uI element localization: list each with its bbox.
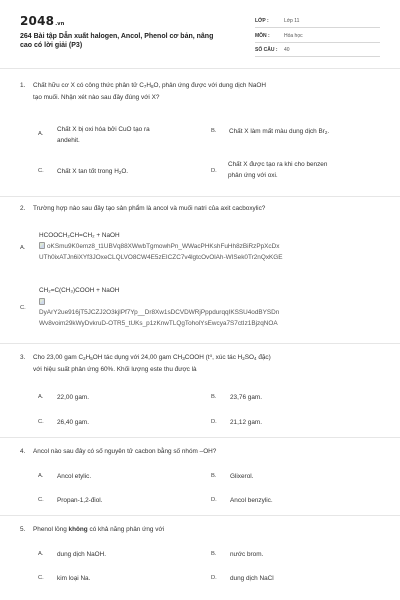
site-logo[interactable] [20,14,65,28]
option-text: Ancol etylic. [57,473,92,480]
option-text: kim loại Na. [57,575,91,582]
option-label: C. [38,575,44,581]
question-text: Chất hữu cơ X có công thức phân tử $C_7H_8O$, phản ứng được với dung dịch NaOH tạo muối. Nhận xét nào sau đây đúng với X? [33,82,266,101]
option-label: A. [38,551,44,557]
question-text: Trường hợp nào sau đây tạo sản phẩm là ancol và muối natri của axit cacboxylic? [33,205,266,212]
meta-grade [255,14,380,28]
worksheet-page: 2048.vn 264 Bài tập Dẫn xuất halogen, Ancol, Phenol cơ bản, nâng cao có lời giải (P3) LỚP : Lớp 11 MÔN : Hóa học SỐ CÂU : 40 1. Chất hữu cơ X có công thức phân tử $C_7H_8O$, phản ứng được với dung dịch NaOH tạo muối. Nhận xét nào sau đây đúng với X? A. Chất X bị oxi hóa bởi CuO tạo ra andehit. B. Chất X làm mất màu dung dịch $Br_2$. C. Chất X tan tốt trong $H_2O$. D. Chất X được tạo ra khi cho benzen phản ứng với oxi. 2. Trường hợp nào sau đây tạo sản phẩm là ancol và muối natri của axit cacboxylic? HCOOCH₂CH=CH₂ + NaOH A. oKSmu9K0emz8_t1UBVq88XWwbTgmowhPn_WWacPHKshFuHh8zBiRzPpXcDx UTh0ixATJn6iXYf3JOxeCLQLVO8CW4E5zEICZC7v4lgtcOvOlAh-WISek0Tr2nQxKGE CH₂=C(CH₃)COOH + NaOH C. DyArY2ue916jT5JCZJ2O3kjlPf7Yp__Dr8Xw1sDCVDWRjPppdurqqIKSSU4odBYSDn Wv8voim29kWyDvkruD-OTR5_tUKs_p1zKnwTLQgToholYsEwcya7S7ctIz1BjzqNOA 3. Cho 23,00 gam $C_2H_5OH$ tác dụng với 24,00 gam $CH_3COOH$ ($t^o$, xúc tác $H_2SO_4$ đặc) với hiệu suất phản ứng 60%. Khối lượng este thu được là A. 22,00 gam. B. 23,76 gam. C. 26,40 gam. D. 21,12 gam. 4. Ancol nào sau đây có số nguyên tử cacbon bằng số nhóm –OH? A. Ancol etylic. B. Glixerol. C. Propan-1,2-điol. D. Ancol benzylic. 5. Phenol lỏng không có khả năng phản ứng với A. dung dịch NaOH. B. nước brom. C. kim loại Na. D. dung dịch NaCl [0,0,400,600]
meta-grade-value: Lớp 11 [284,18,300,24]
logo-domain: .vn [55,21,65,27]
question-number: 5. [20,526,26,533]
meta-count [255,43,380,57]
divider [0,437,400,438]
option-label: D. [211,497,217,503]
meta-count-value: 40 [284,47,290,53]
q2-option-c[interactable] [20,285,372,331]
option-text: 23,76 gam. [230,394,262,401]
option-label: A. [20,245,26,251]
option-label: D. [211,575,217,581]
option-label: A. [38,131,44,137]
option-text: nước brom. [230,551,264,558]
option-text: Glixerol. [230,473,254,480]
option-text: 21,12 gam. [230,419,262,426]
divider [0,343,400,344]
option-label: B. [211,128,217,134]
option-label: C. [38,497,44,503]
option-text: 22,00 gam. [57,394,89,401]
option-label: B. [211,551,217,557]
question-text: Phenol lỏng không có khả năng phản ứng với [33,526,165,533]
option-text: Ancol benzylic. [230,497,273,504]
broken-image-alt-text: DyArY2ue916jT5JCZJ2O3kjlPf7Yp__Dr8Xw1sDCVDWRjPppdurqqIKSSU4odBYSDn [39,309,280,316]
broken-image-icon [39,242,45,249]
option-label: A. [38,473,44,479]
divider [0,515,400,516]
broken-image-alt: oKSmu9K0emz8_t1UBVq88XWwbTgmowhPn_WWacPHKshFuHh8zBiRzPpXcDx [39,241,279,252]
option-label: C. [38,168,44,174]
q2-option-a[interactable] [20,230,372,264]
option-text: 26,40 gam. [57,419,89,426]
option-text: dung dịch NaOH. [57,551,107,558]
meta-subject-key: MÔN : [255,33,270,39]
meta-subject [255,29,380,43]
option-formula: HCOOCH₂CH=CH₂ + NaOH [39,232,120,239]
worksheet-title: 264 Bài tập Dẫn xuất halogen, Ancol, Phenol cơ bản, nâng cao có lời giải (P3) [20,33,214,49]
question-number: 4. [20,448,26,455]
question-number: 2. [20,205,26,212]
logo-main: 2048 [20,14,55,28]
divider [0,196,400,197]
option-text: Propan-1,2-điol. [57,497,103,504]
broken-image-alt-cont: Wv8voim29kWyDvkruD-OTR5_tUKs_p1zKnwTLQgToholYsEwcya7S7ctIz1BjzqNOA [39,320,278,327]
header-divider [0,68,400,69]
question-number: 3. [20,354,26,361]
header [0,0,400,66]
meta-count-key: SỐ CÂU : [255,47,278,53]
option-formula: CH₂=C(CH₃)COOH + NaOH [39,287,120,294]
option-label: D. [211,168,217,174]
option-text: dung dịch NaCl [230,575,274,582]
broken-image-icon [39,298,45,305]
broken-image-alt-cont: UTh0ixATJn6iXYf3JOxeCLQLVO8CW4E5zEICZC7v4lgtcOvOlAh-WISek0Tr2nQxKGE [39,254,283,261]
option-label: A. [38,394,44,400]
emphasis-not: không [68,526,88,533]
option-label: B. [211,473,217,479]
option-label: C. [38,419,44,425]
option-label: B. [211,394,217,400]
option-label: C. [20,305,26,311]
meta-subject-value: Hóa học [284,33,303,39]
question-text: Cho 23,00 gam $C_2H_5OH$ tác dụng với 24,00 gam $CH_3COOH$ ($t^o$, xúc tác $H_2SO_4$ đặc) với hiệu suất phản ứng 60%. Khối lượng este thu được là [33,353,271,373]
meta-grade-key: LỚP : [255,18,269,24]
question-text: Ancol nào sau đây có số nguyên tử cacbon bằng số nhóm –OH? [33,448,217,455]
question-number: 1. [20,82,26,89]
option-label: D. [211,419,217,425]
